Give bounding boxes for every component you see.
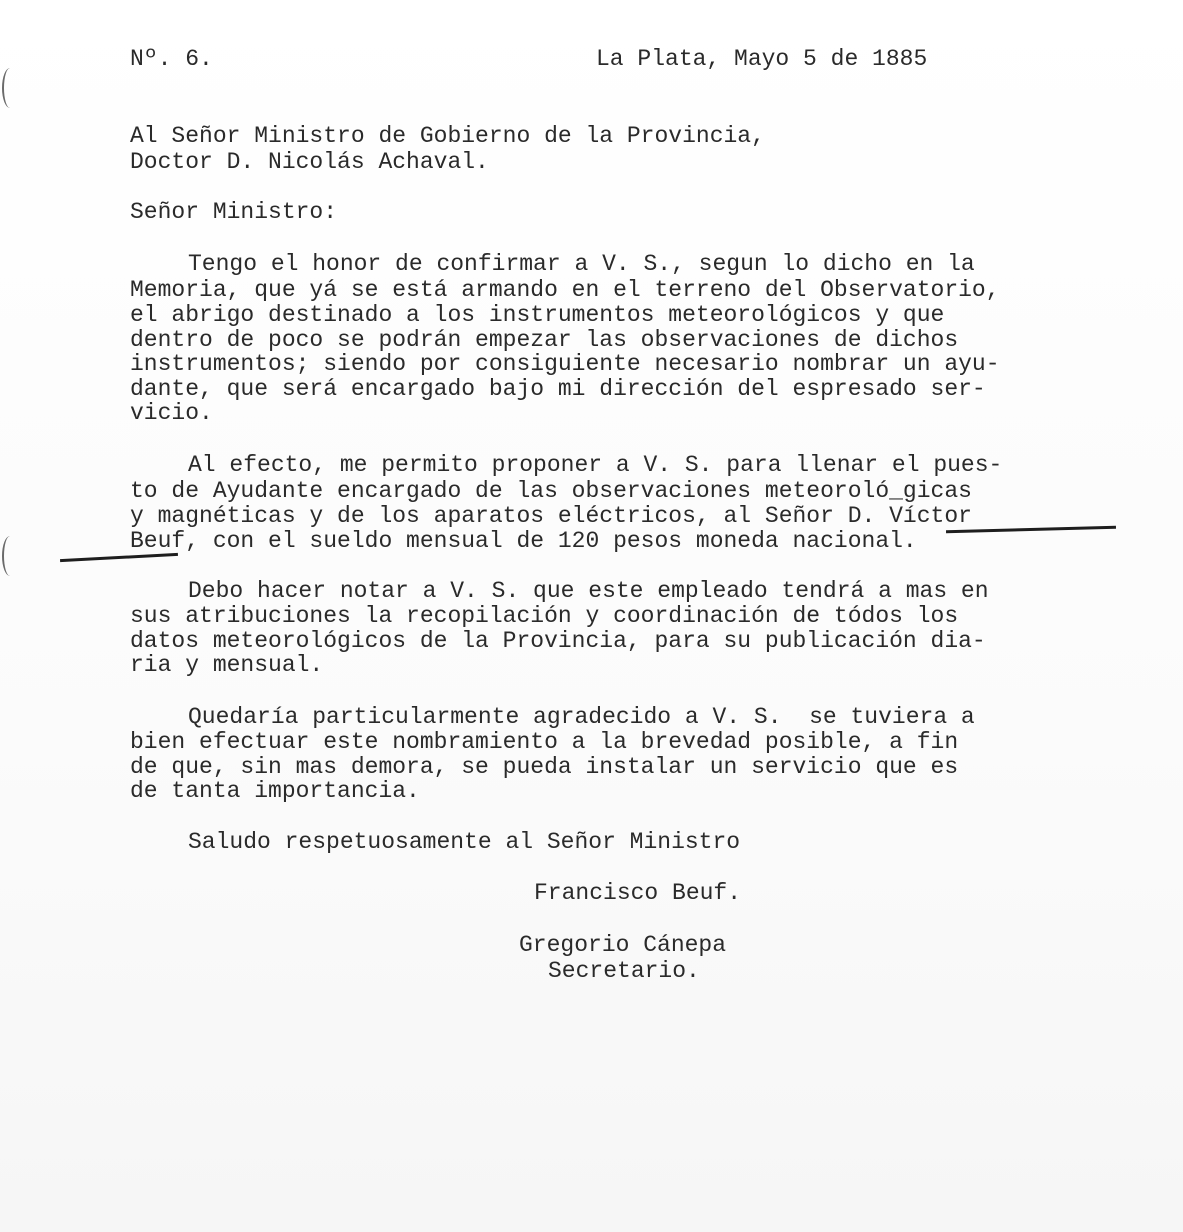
closing: Saludo respetuosamente al Señor Ministro xyxy=(188,829,741,855)
paragraph-1-line-2: Memoria, que yá se está armando en el terreno del Observatorio, xyxy=(130,277,1000,303)
paragraph-1-line-6: dante, que será encargado bajo mi dirección del espresado ser- xyxy=(130,376,986,402)
paragraph-1-line-4: dentro de poco se podrán empezar las observaciones de dichos xyxy=(130,327,959,353)
paragraph-3-line-2: sus atribuciones la recopilación y coordinación de tódos los xyxy=(130,603,959,629)
margin-mark-middle xyxy=(2,536,18,576)
name-underline-left xyxy=(60,553,178,562)
paragraph-4-line-1: Quedaría particularmente agradecido a V. S. se tuviera a xyxy=(188,704,975,730)
paragraph-1-line-7: vicio. xyxy=(130,400,213,426)
paragraph-4-line-3: de que, sin mas demora, se pueda instalar un servicio que es xyxy=(130,754,959,780)
paragraph-4-line-4: de tanta importancia. xyxy=(130,778,420,804)
paragraph-1-line-3: el abrigo destinado a los instrumentos meteorológicos y que xyxy=(130,302,945,328)
secretary-name: Gregorio Cánepa xyxy=(519,932,727,958)
paragraph-3-line-3: datos meteorológicos de la Provincia, para su publicación dia- xyxy=(130,628,986,654)
paragraph-2-line-4: Beuf, con el sueldo mensual de 120 pesos moneda nacional. xyxy=(130,528,917,554)
recipient-line-1: Al Señor Ministro de Gobierno de la Provincia, xyxy=(130,123,765,149)
paragraph-2-line-1: Al efecto, me permito proponer a V. S. para llenar el pues- xyxy=(188,452,1003,478)
letter-date: La Plata, Mayo 5 de 1885 xyxy=(596,46,928,72)
paragraph-3-line-1: Debo hacer notar a V. S. que este empleado tendrá a mas en xyxy=(188,578,989,604)
paragraph-3-line-4: ria y mensual. xyxy=(130,652,324,678)
salutation: Señor Ministro: xyxy=(130,199,338,225)
secretary-title: Secretario. xyxy=(548,958,700,984)
paragraph-1-line-1: Tengo el honor de confirmar a V. S., segun lo dicho en la xyxy=(188,251,975,277)
paragraph-2-line-2: to de Ayudante encargado de las observaciones meteoroló_gicas xyxy=(130,478,972,504)
margin-mark-top xyxy=(2,68,18,108)
paragraph-2-line-3: y magnéticas y de los aparatos eléctricos, al Señor D. Víctor xyxy=(130,503,972,529)
paragraph-1-line-5: instrumentos; siendo por consiguiente necesario nombrar un ayu- xyxy=(130,351,1000,377)
signer-name: Francisco Beuf. xyxy=(534,880,742,906)
paragraph-4-line-2: bien efectuar este nombramiento a la brevedad posible, a fin xyxy=(130,729,959,755)
letter-number: Nº. 6. xyxy=(130,46,213,72)
recipient-line-2: Doctor D. Nicolás Achaval. xyxy=(130,149,489,175)
